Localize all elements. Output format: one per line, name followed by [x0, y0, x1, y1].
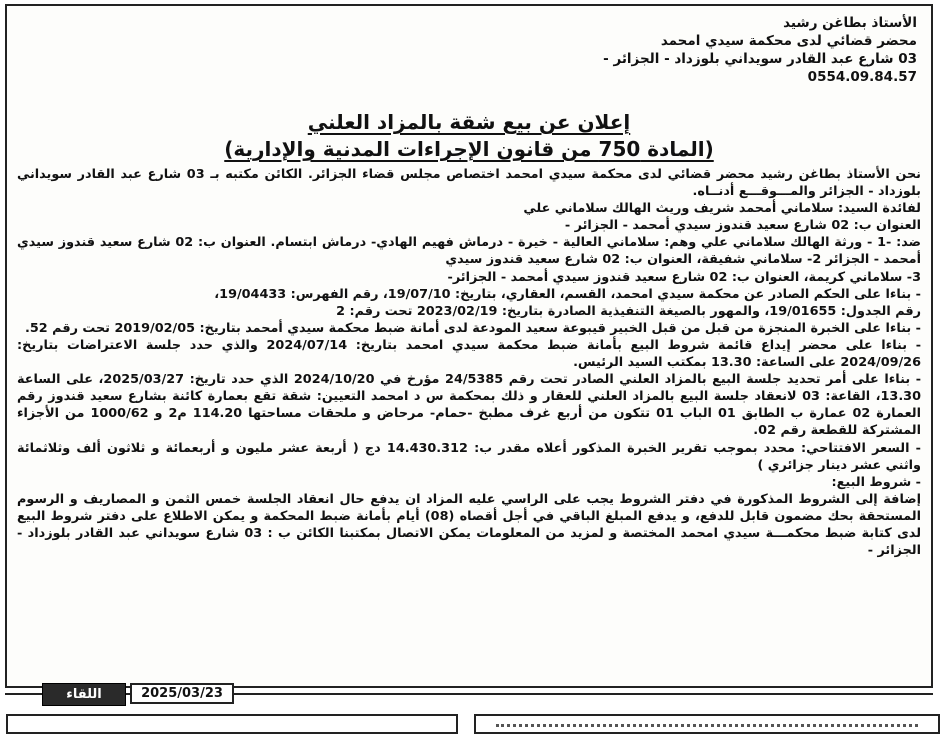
body-paragraph: إضافة إلى الشروط المذكورة في دفتر الشروط يجب على الراسي عليه المزاد ان يدفع حال انعقاد الجلسة خمس الثمن و المصاريف و الرسوم المستحقة بحك مضمون قابل للدفع، و يدفع المبلغ الباقي في أجل أقصاه (08) أيام بأمانة ضبط المحكمة و يمكن الاطلاع على دفتر شروط البيع لدى كتابة ضبط محكمـــة سيدي امحمد المختصة و لمزيد من المعلومات يمكن الاتصال بمكتبنا الكائن ب : 03 شارع سويداني عبد القادر بلوزداد - الجزائر -: [17, 491, 921, 559]
body-paragraph: نحن الأستاذ بطاغن رشيد محضر قضائي لدى محكمة سيدي امحمد اختصاص مجلس قضاء الجزائر. الكائن مكتبه بـ 03 شارع عبد القادر سويداني بلوزداد - الجزائر والمـــوقـــع أدنــاه.: [17, 167, 921, 200]
announcement-title: إعلان عن بيع شقة بالمزاد العلني: [307, 110, 631, 134]
body-paragraph: رقم الجدول: 19/01655، والمهور بالصيغة التنفيذية الصادرة بتاريخ: 2023/02/19 تحت رقم: 2: [336, 303, 921, 319]
body-paragraph: ضد: -1 - ورثة الهالك سلاماني علي وهم: سلاماني العالية - خيرة - درماش فهيم الهادي- درماش ابتسام. العنوان ب: 02 شارع سعيد قندوز سيدي أمحمد - الجزائر 2- سلاماني شفيقة، العنوان ب: 02 شارع سعيد قندوز سيدي: [17, 235, 921, 268]
publication-date: 2025/03/23: [130, 683, 234, 704]
body-paragraph: - بناءا على الحكم الصادر عن محكمة سيدي امحمد، القسم، العقاري، بتاريخ: 19/07/10، رقم الفهرس: 19/04433،: [214, 286, 921, 302]
body-paragraph: - شروط البيع:: [831, 474, 921, 490]
bailiff-address: 03 شارع عبد القادر سويداني بلوزداد - الجزائر -: [603, 51, 917, 67]
body-paragraph: لفائدة السيد: سلاماني أمحمد شريف وريث الهالك سلاماني علي: [523, 201, 921, 217]
bailiff-title: محضر قضائي لدى محكمة سيدي امحمد: [660, 33, 917, 49]
body-paragraph: - السعر الافتتاحي: محدد بموجب تقرير الخبرة المذكور أعلاه مقدر ب: 14.430.312 دج ( أربعة عشر مليون و أربعمائة و ثلاثون ألف وثلاثمائة واثني عشر دينار جزائري ): [17, 440, 921, 473]
next-announcement-box: [474, 714, 940, 734]
body-paragraph: العنوان ب: 02 شارع سعيد قندوز سيدي أمحمد - الجزائر -: [564, 218, 921, 234]
announcement-subtitle: (المادة 750 من قانون الإجراءات المدنية والإدارية): [224, 137, 714, 161]
bailiff-phone: 0554.09.84.57: [807, 69, 917, 85]
body-paragraph: - بناءا على أمر تحديد جلسة البيع بالمزاد العلني الصادر تحت رقم 24/5385 مؤرخ في 2024/10/20 الذي حدد تاريخ: 2025/03/27، على الساعة 13.30، القاعة: 03 لانعقاد جلسة البيع بالمزاد العلني للعقار و ذلك بمحكمة س د امحمد التعيين: شقة تقع بعمارة كائنة بشارع سعيد قندوز رقم العمارة 02 عمارة ب الطابق 01 الباب 01 تتكون من أربع غرف مطبخ -حمام- مرحاض و ملحقات مساحتها 114.20 م2 و 1000/62 من الأجزاء المشتركة للقطعة رقم 02.: [17, 372, 921, 439]
announcement-frame: [5, 4, 933, 688]
body-paragraph: 3- سلاماني كريمة، العنوان ب: 02 شارع سعيد قندوز سيدي أمحمد - الجزائر-: [447, 269, 921, 285]
body-paragraph: - بناءا على محضر إيداع قائمة شروط البيع بأمانة ضبط محكمة سيدي امحمد بتاريخ: 2024/07/14 والذي حدد جلسة الاعتراضات بتاريخ: 2024/09/26 على الساعة: 13.30 بمكتب السيد الرئيس.: [17, 337, 922, 371]
body-paragraph: - بناءا على الخبرة المنجزة من قبل من قبل الخبير قيبوعة سعيد المودعة لدى أمانة ضبط محكمة سيدي أمحمد بتاريخ: 2019/02/05 تحت رقم 52.: [25, 320, 921, 336]
newspaper-name-tag: اللقاء: [42, 683, 126, 706]
bailiff-header: [357, 14, 917, 86]
bailiff-name: الأستاذ بطاغن رشيد: [783, 15, 917, 31]
next-announcement-box: [6, 714, 458, 734]
announcement-body: [17, 166, 921, 559]
